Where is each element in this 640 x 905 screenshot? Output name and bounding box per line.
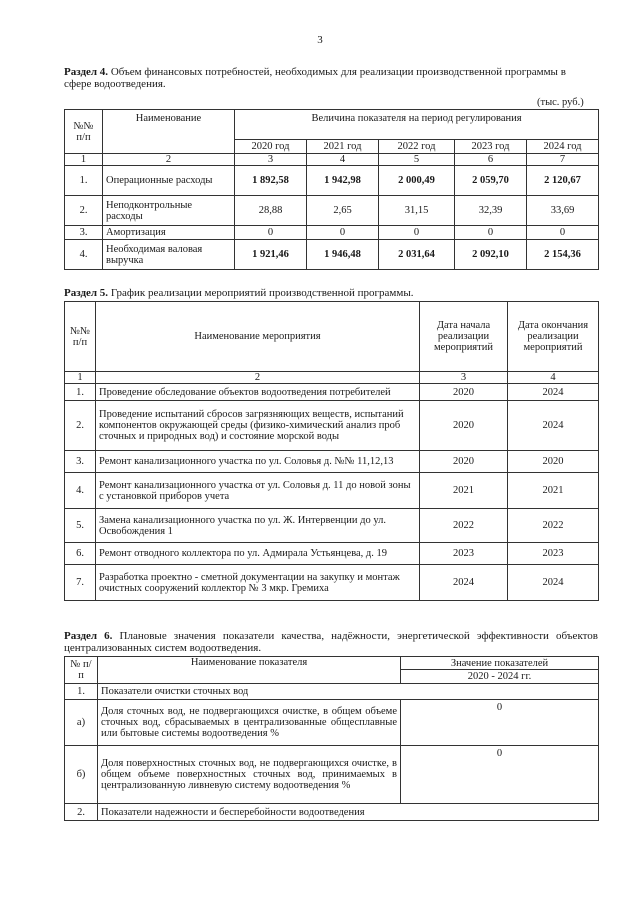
section5-title: График реализации мероприятий производственной программы. — [110, 287, 414, 299]
s6-header-num: № п/п — [65, 657, 98, 684]
row-start: 2021 — [420, 473, 508, 509]
row-value: 31,15 — [379, 196, 455, 226]
table-row — [65, 543, 599, 565]
row-value: 28,88 — [235, 196, 307, 226]
row-value: 1 942,98 — [307, 166, 379, 196]
s4-index: 6 — [455, 154, 527, 166]
s5-header-name: Наименование мероприятия — [96, 302, 420, 372]
row-name: Неподконтрольные расходы — [103, 196, 235, 226]
table-row — [65, 166, 599, 196]
s6-header-period: 2020 - 2024 гг. — [401, 670, 599, 684]
table-row — [65, 746, 599, 804]
row-name: Разработка проектно - сметной документации на закупку и монтаж очистных сооружений коллектор № 3 мкр. Гремиха — [96, 565, 420, 601]
section6-label: Раздел 6. — [64, 630, 113, 642]
row-num: 4. — [65, 473, 96, 509]
row-num: 3. — [65, 226, 103, 240]
section6-title: Плановые значения показатели качества, надёжности, энергетической эффективности объектов централизованных систем водоотведения. — [64, 630, 598, 654]
row-num: 2. — [65, 196, 103, 226]
row-name: Показатели надежности и бесперебойности водоотведения — [98, 804, 599, 821]
s4-index: 7 — [527, 154, 599, 166]
section4-title: Объем финансовых потребностей, необходимых для реализации производственной программы в сфере водоотведения. — [64, 66, 566, 90]
row-value: 0 — [401, 746, 599, 804]
s4-index: 3 — [235, 154, 307, 166]
row-start: 2022 — [420, 509, 508, 543]
row-value: 2,65 — [307, 196, 379, 226]
row-num: 1. — [65, 384, 96, 401]
row-num: 1. — [65, 166, 103, 196]
s4-year: 2022 год — [379, 140, 455, 154]
row-end: 2023 — [508, 543, 599, 565]
section4-table — [64, 109, 599, 270]
row-value: 1 921,46 — [235, 240, 307, 270]
row-name: Ремонт отводного коллектора по ул. Адмирала Устьянцева, д. 19 — [96, 543, 420, 565]
row-name: Операционные расходы — [103, 166, 235, 196]
table-row — [65, 473, 599, 509]
row-name: Замена канализационного участка по ул. Ж. Интервенции до ул. Освобождения 1 — [96, 509, 420, 543]
row-start: 2020 — [420, 451, 508, 473]
s4-year: 2020 год — [235, 140, 307, 154]
row-name: Амортизация — [103, 226, 235, 240]
table-row — [65, 565, 599, 601]
s6-header-value: Значение показателей — [401, 657, 599, 670]
table-row — [65, 226, 599, 240]
row-end: 2024 — [508, 401, 599, 451]
s4-year: 2021 год — [307, 140, 379, 154]
row-value: 2 092,10 — [455, 240, 527, 270]
s4-header-value: Величина показателя на период регулирования — [235, 110, 599, 140]
row-start: 2020 — [420, 401, 508, 451]
row-end: 2024 — [508, 565, 599, 601]
row-num: а) — [65, 700, 98, 746]
row-num: 5. — [65, 509, 96, 543]
row-value: 0 — [307, 226, 379, 240]
section4-unit: (тыс. руб.) — [537, 97, 584, 108]
row-end: 2024 — [508, 384, 599, 401]
row-value: 2 000,49 — [379, 166, 455, 196]
row-num: 4. — [65, 240, 103, 270]
table-row — [65, 401, 599, 451]
row-value: 0 — [235, 226, 307, 240]
section6-table — [64, 656, 599, 821]
s5-header-end: Дата окончания реализации мероприятий — [508, 302, 599, 372]
row-name: Показатели очистки сточных вод — [98, 684, 599, 700]
section5-heading — [64, 287, 594, 299]
table-row — [65, 700, 599, 746]
row-start: 2024 — [420, 565, 508, 601]
row-name: Ремонт канализационного участка от ул. Соловья д. 11 до новой зоны с установкой приборов учета — [96, 473, 420, 509]
s4-header-name: Наименование — [103, 110, 235, 154]
row-num: 2. — [65, 804, 98, 821]
row-value: 0 — [455, 226, 527, 240]
row-value: 0 — [527, 226, 599, 240]
s4-year: 2023 год — [455, 140, 527, 154]
row-value: 1 892,58 — [235, 166, 307, 196]
row-start: 2020 — [420, 384, 508, 401]
row-num: 2. — [65, 401, 96, 451]
row-end: 2020 — [508, 451, 599, 473]
row-value: 1 946,48 — [307, 240, 379, 270]
s4-header-num: №№ п/п — [65, 110, 103, 154]
table-row — [65, 384, 599, 401]
row-end: 2021 — [508, 473, 599, 509]
section5-table — [64, 301, 599, 601]
s5-header-start: Дата начала реализации мероприятий — [420, 302, 508, 372]
s5-index: 4 — [508, 372, 599, 384]
row-name: Ремонт канализационного участка по ул. Соловья д. №№ 11,12,13 — [96, 451, 420, 473]
row-name: Проведение испытаний сбросов загрязняющих веществ, испытаний компонентов окружающей среды (физико-химический анализ проб сточных и природных вод) и состояние морской воды — [96, 401, 420, 451]
s5-header-num: №№ п/п — [65, 302, 96, 372]
row-value: 2 059,70 — [455, 166, 527, 196]
table-row — [65, 451, 599, 473]
s4-index: 4 — [307, 154, 379, 166]
row-num: 6. — [65, 543, 96, 565]
table-row — [65, 240, 599, 270]
row-value: 2 031,64 — [379, 240, 455, 270]
row-name: Проведение обследование объектов водоотведения потребителей — [96, 384, 420, 401]
s4-index: 1 — [65, 154, 103, 166]
row-value: 2 120,67 — [527, 166, 599, 196]
table-row — [65, 509, 599, 543]
row-value: 0 — [401, 700, 599, 746]
row-name: Доля сточных вод, не подвергающихся очистке, в общем объеме сточных вод, сбрасываемых в централизованные общесплавные или бытовые системы водоотведения % — [98, 700, 401, 746]
row-name: Доля поверхностных сточных вод, не подвергающихся очистке, в общем объеме поверхностных сточных вод, принимаемых в централизованную ливневую систему водоотведения % — [98, 746, 401, 804]
row-num: 1. — [65, 684, 98, 700]
row-name: Необходимая валовая выручка — [103, 240, 235, 270]
table-row — [65, 804, 599, 821]
section6-heading — [64, 630, 598, 654]
page-number: 3 — [317, 34, 323, 46]
section4-heading — [64, 66, 594, 90]
row-value: 0 — [379, 226, 455, 240]
s4-index: 2 — [103, 154, 235, 166]
row-value: 32,39 — [455, 196, 527, 226]
row-num: б) — [65, 746, 98, 804]
section5-label: Раздел 5. — [64, 287, 109, 299]
table-row — [65, 196, 599, 226]
row-num: 7. — [65, 565, 96, 601]
row-value: 33,69 — [527, 196, 599, 226]
s4-year: 2024 год — [527, 140, 599, 154]
s5-index: 3 — [420, 372, 508, 384]
row-value: 2 154,36 — [527, 240, 599, 270]
table-row — [65, 684, 599, 700]
section4-label: Раздел 4. — [64, 66, 109, 78]
row-end: 2022 — [508, 509, 599, 543]
s5-index: 2 — [96, 372, 420, 384]
row-start: 2023 — [420, 543, 508, 565]
s4-index: 5 — [379, 154, 455, 166]
s5-index: 1 — [65, 372, 96, 384]
s6-header-name: Наименование показателя — [98, 657, 401, 684]
row-num: 3. — [65, 451, 96, 473]
